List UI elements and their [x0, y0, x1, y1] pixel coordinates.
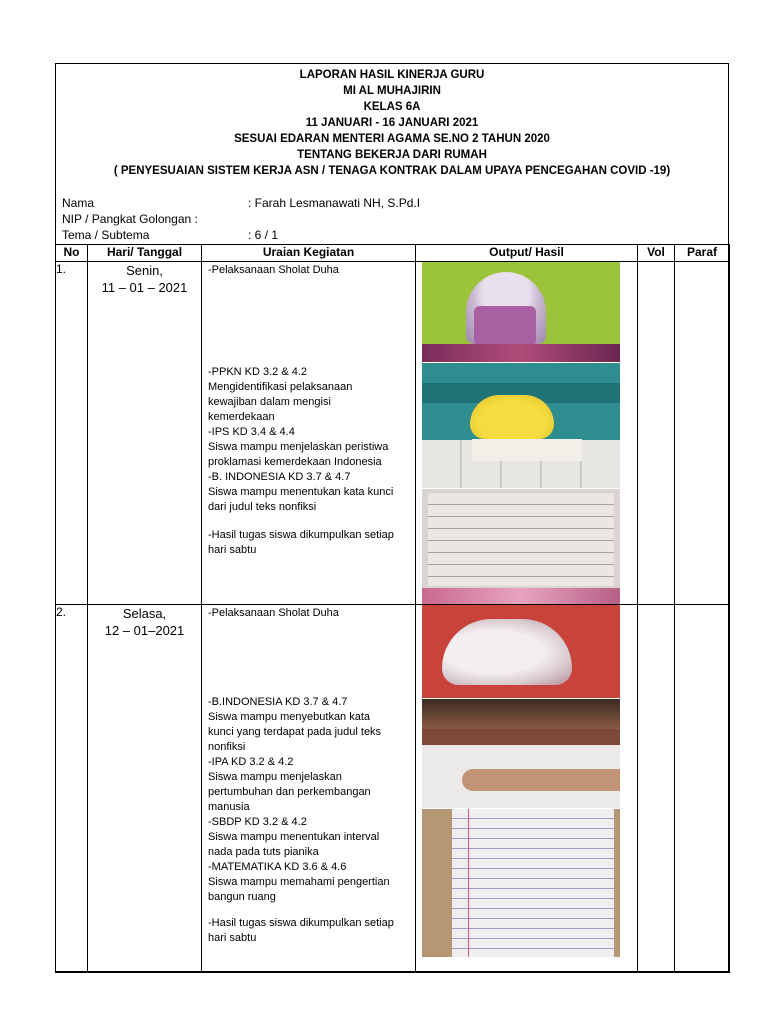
tema-value: : 6 / 1	[248, 228, 279, 242]
activity-line: -Pelaksanaan Sholat Duha	[208, 607, 339, 619]
column-header-no: No	[56, 245, 88, 262]
activity-line: pertumbuhan dan perkembangan	[208, 786, 371, 798]
date-label: 11 – 01 – 2021	[101, 280, 188, 295]
activity-line: Siswa mampu menentukan interval	[208, 831, 380, 843]
nama-value: : Farah Lesmanawati NH, S.Pd.I	[248, 196, 421, 210]
activity-line: Mengidentifikasi pelaksanaan	[208, 381, 353, 393]
activity-block	[208, 263, 412, 278]
notebook-photo	[422, 489, 620, 604]
nama-label: Nama	[62, 196, 95, 210]
activity-line: hari sabtu	[208, 932, 257, 944]
activity-block	[208, 528, 412, 558]
activity-line: -IPS KD 3.4 & 4.4	[208, 426, 295, 438]
child-writing-photo	[422, 699, 620, 808]
day-label: Selasa,	[122, 606, 167, 621]
header-period: 11 JANUARI - 16 JANUARI 2021	[305, 117, 479, 129]
activity-line: manusia	[208, 801, 250, 813]
handwritten-notebook-photo	[422, 809, 620, 957]
activity-line: nada pada tuts pianika	[208, 846, 319, 858]
child-mukena-photo	[422, 605, 620, 698]
paraf-cell	[675, 262, 730, 605]
column-header-paraf: Paraf	[675, 245, 730, 262]
activity-line: bangun ruang	[208, 891, 276, 903]
date-label: 12 – 01–2021	[104, 623, 185, 638]
activity-line: kunci yang terdapat pada judul teks	[208, 726, 382, 738]
output-cell	[416, 262, 638, 605]
activity-line: -IPA KD 3.2 & 4.2	[208, 756, 294, 768]
activity-table	[55, 244, 730, 973]
activity-line: -SBDP KD 3.2 & 4.2	[208, 816, 307, 828]
table-row	[56, 262, 730, 605]
activity-block	[208, 695, 412, 905]
activity-line: -Hasil tugas siswa dikumpulkan setiap	[208, 917, 394, 929]
day-date-cell	[88, 262, 202, 605]
child-studying-photo	[422, 363, 620, 488]
header-title: LAPORAN HASIL KINERJA GURU	[299, 69, 485, 81]
activity-line: Siswa mampu menjelaskan peristiwa	[208, 441, 389, 453]
activity-line: dari judul teks nonfiksi	[208, 501, 317, 513]
activity-block	[208, 365, 412, 515]
column-header-uraian: Uraian Kegiatan	[202, 245, 416, 262]
table-row	[56, 605, 730, 973]
activity-line: Siswa mampu menentukan kata kunci	[208, 486, 394, 498]
activity-description-cell	[202, 605, 416, 973]
activity-line: kewajiban dalam mengisi	[208, 396, 331, 408]
output-cell	[416, 605, 638, 973]
header-circular: SESUAI EDARAN MENTERI AGAMA SE.NO 2 TAHUN 2020	[234, 133, 550, 145]
activity-line: nonfiksi	[208, 741, 246, 753]
activity-line: -B.INDONESIA KD 3.7 & 4.7	[208, 696, 348, 708]
activity-line: proklamasi kemerdekaan Indonesia	[208, 456, 382, 468]
header-note: ( PENYESUAIAN SISTEM KERJA ASN / TENAGA KONTRAK DALAM UPAYA PENCEGAHAN COVID -19)	[113, 165, 671, 177]
column-header-vol: Vol	[638, 245, 675, 262]
day-label: Senin,	[126, 263, 163, 278]
paraf-cell	[675, 605, 730, 973]
vol-cell	[638, 262, 675, 605]
tema-label: Tema / Subtema	[62, 228, 150, 242]
activity-line: -Pelaksanaan Sholat Duha	[208, 264, 339, 276]
report-page	[55, 63, 729, 972]
activity-line: -Hasil tugas siswa dikumpulkan setiap	[208, 529, 394, 541]
activity-line: Siswa mampu memahami pengertian	[208, 876, 390, 888]
activity-line: -MATEMATIKA KD 3.6 & 4.6	[208, 861, 347, 873]
row-number: 2.	[56, 605, 88, 973]
header-school: MI AL MUHAJIRIN	[343, 85, 441, 97]
activity-line: -B. INDONESIA KD 3.7 & 4.7	[208, 471, 351, 483]
activity-line: -PPKN KD 3.2 & 4.2	[208, 366, 308, 378]
activity-line: hari sabtu	[208, 544, 257, 556]
activity-block	[208, 606, 412, 621]
vol-cell	[638, 605, 675, 973]
report-header	[56, 64, 728, 179]
activity-block	[208, 916, 412, 946]
row-number: 1.	[56, 262, 88, 605]
table-header-row	[56, 245, 730, 262]
column-header-output: Output/ Hasil	[416, 245, 638, 262]
header-class: KELAS 6A	[363, 101, 421, 113]
activity-description-cell	[202, 262, 416, 605]
day-date-cell	[88, 605, 202, 973]
header-topic: TENTANG BEKERJA DARI RUMAH	[297, 149, 487, 161]
column-header-hari: Hari/ Tanggal	[88, 245, 202, 262]
teacher-info	[62, 195, 662, 243]
nip-label: NIP / Pangkat Golongan :	[62, 212, 198, 226]
activity-line: kemerdekaan	[208, 411, 275, 423]
activity-line: Siswa mampu menjelaskan	[208, 771, 342, 783]
activity-line: Siswa mampu menyebutkan kata	[208, 711, 371, 723]
child-praying-photo	[422, 262, 620, 362]
